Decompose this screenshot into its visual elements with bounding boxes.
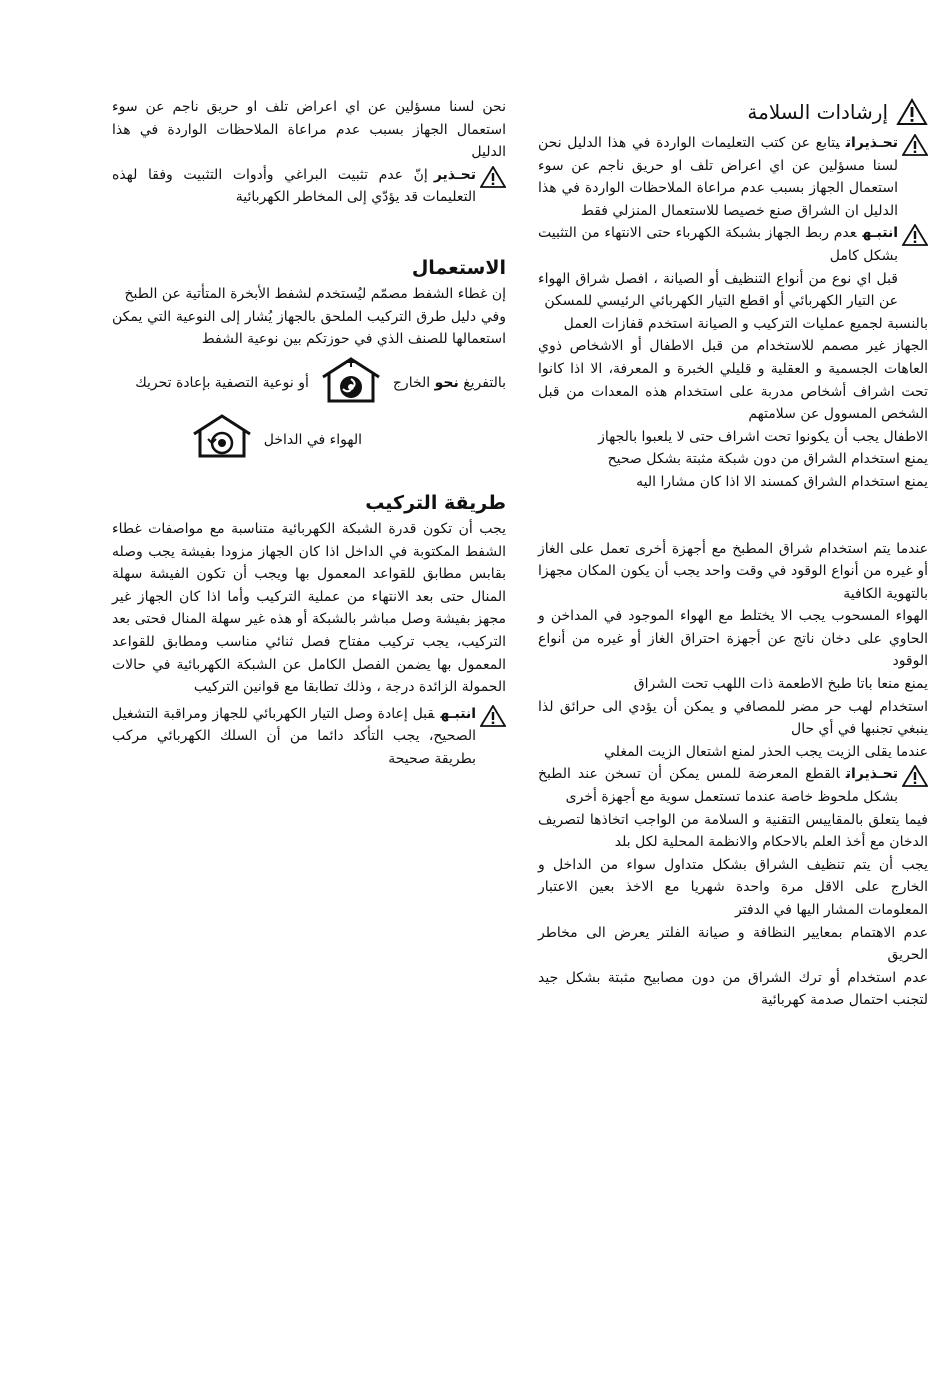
usage-text: إن غطاء الشفط مصمّم ليُستخدم لشفط الأبخرة المتأتية عن الطبخ: [124, 285, 506, 302]
safety-paragraph: عندما يقلى الزيت يجب الحذر لمنع اشتعال الزيت المغلي: [604, 743, 928, 760]
safety-paragraph: الاطفال يجب أن يكونوا تحت اشراف حتى لا يلعبوا بالجهاز: [598, 428, 928, 445]
safety-paragraph: عدم استخدام أو ترك الشراق من دون مصابيح مثبتة بشكل جيد لتجنب احتمال صدمة كهربائية: [538, 969, 928, 1009]
recirculation-mode-text: أو نوعية التصفية بإعادة تحريك: [135, 375, 309, 392]
warning-text: يتابع عن كتب التعليمات الواردة في هذا الدليل نحن لسنا مسؤلين عن اي اعراض تلف او حريق ناجم عن سوء استعمال الجهاز بسبب عدم مراعاة الملاحظات الواردة في هذا الدليل ان الشراق صنع خصيصا للاستعمال المنزلي فقط: [538, 135, 898, 219]
safety-title-row: [538, 96, 928, 128]
extraction-mode-row: [112, 357, 506, 411]
warning-triangle-icon: [902, 134, 928, 156]
caution-keyword: انتبـه: [440, 705, 476, 722]
hot-parts-warning-block: [538, 763, 928, 808]
caution-text: قبل إعادة وصل التيار الكهربائي للجهاز ومراقبة التشغيل الصحيح، يجب التأكد دائما من أن السلك الكهربائي مركب بطريقة صحيحة: [112, 705, 476, 767]
safety-paragraph: الهواء المسحوب يجب الا يختلط مع الهواء الموجود في المداخن و الحاوي على دخان ناتج عن أجهزة احتراق الغاز أو غيره من أنواع الوقود: [538, 608, 928, 670]
caution-text-2: قبل اي نوع من أنواع التنظيف أو الصيانة ، افصل شراق الهواء عن التيار الكهربائي أو اقطع التيار الكهربائي الرئيسي للمسكن: [538, 270, 898, 310]
usage-title: الاستعمال: [411, 256, 506, 279]
warning-keyword: تحـذير: [433, 166, 476, 183]
safety-warning-block: [538, 132, 928, 222]
caution-text: عدم ربط الجهاز بشبكة الكهرباء حتى الانتهاء من التثبيت بشكل كامل: [538, 225, 898, 264]
safety-paragraph: فيما يتعلق بالمقاييس التقنية و السلامة من الواجب اتخاذها لتصريف الدخان مع أخذ العلم بالاحكام والانظمة المحلية لكل بلد: [538, 811, 928, 851]
install-text: يجب أن تكون قدرة الشبكة الكهربائية متناسبة مع مواصفات غطاء الشفط المكتوبة في الداخل اذا كان الجهاز مزودا بفيشة يجب وصله بقابس مطابق للقواعد المعمول بها ويجب أن تكون الفيشة سهلة المنال حتى بعد الانتهاء من عملية التركيب وأما اذا كان الجهاز غير مجهز بفيشة وصل مباشر بالشبكة أو هذه غير سهلة المنال فحتى بعد التركيب، يجب تركيب مفتاح فصل ثنائي مناسب ومطابق للقواعد المعمول بها يضمن الفصل الكامل عن الشبكة الكهربائية في حالات الحمولة الزائدة درجة ، وذلك تطابقا مع قوانين التركيب: [112, 520, 506, 696]
safety-paragraph: بالنسبة لجميع عمليات التركيب و الصيانة استخدم قفازات العمل: [563, 315, 928, 332]
caution-block: [538, 222, 928, 312]
warning-triangle-icon: [902, 224, 928, 246]
caution-keyword: انتبـه: [862, 225, 898, 242]
usage-install-column: [112, 96, 506, 770]
inside-mode-text: الهواء في الداخل: [263, 431, 362, 448]
warning-text: إنّ عدم تثبيت البراغي وأدوات التثبيت وفقا لهذه التعليمات قد يؤدّي إلى المخاطر الكهربائية: [112, 166, 476, 206]
outside-mode-text: بالتفريغ نحو الخارج: [392, 375, 506, 392]
warning-text: القطع المعرضة للمس يمكن أن تسخن عند الطبخ بشكل ملحوظ خاصة عندما تستعمل سوية مع أجهزة أخرى: [538, 766, 898, 806]
warning-triangle-icon: [896, 98, 928, 126]
recirculation-mode-row: [112, 414, 506, 466]
safety-paragraph: عندما يتم استخدام شراق المطبخ مع أجهزة أخرى تعمل على الغاز أو غيره من أنواع الوقود في وقت واحد يجب أن يكون المكان مجهزا بالتهوية الكافية: [538, 540, 928, 602]
warning-triangle-icon: [480, 705, 506, 727]
safety-paragraph: استخدام لهب حر مضر للمصافي و يمكن أن يؤدي الى حرائق لذا ينبغي تجنبها في أي حال: [538, 698, 928, 738]
safety-paragraph: يمنع منعا باتا طبخ الاطعمة ذات اللهب تحت الشراق: [633, 676, 928, 693]
screws-warning-block: [112, 164, 506, 209]
safety-paragraph: الجهاز غير مصمم للاستخدام من قبل الاطفال أو الاشخاص ذوي العاهات الجسمية و العقلية و قليلي الخبرة و المعرفة، الا اذا كانوا تحت اشراف أشخاص مدربة على استخدام هذه المعدات من قبل الشخص المسوول عن سلامتهم: [538, 338, 928, 423]
safety-paragraph: عدم الاهتمام بمعايير النظافة و صيانة الفلتر يعرض الى مخاطر الحريق: [538, 924, 928, 964]
liability-paragraph: نحن لسنا مسؤلين عن اي اعراض تلف او حريق ناجم عن سوء استعمال الجهاز بسبب عدم مراعاة الملاحظات الواردة في هذا الدليل: [112, 99, 506, 161]
usage-text: وفي دليل طرق التركيب الملحق بالجهاز يُشار إلى النوعية التي يمكن استعمالها للصنف الذي في حوزتكم بين نوعية الشفط: [112, 308, 506, 348]
warning-keyword: تحـذيرات: [845, 766, 898, 783]
safety-paragraph: يمنع استخدام الشراق من دون شبكة مثبتة بشكل صحيح: [607, 451, 928, 468]
safety-title: إرشادات السلامة: [747, 100, 888, 124]
ducted-extraction-icon: [319, 357, 383, 411]
recirculation-icon: [190, 414, 254, 466]
warning-triangle-icon: [480, 166, 506, 188]
safety-paragraph: يجب أن يتم تنظيف الشراق بشكل متداول سواء من الداخل و الخارج على الاقل مرة واحدة شهريا مع الاخذ بعين الاعتبار المعلومات المشار اليها في الدفتر: [538, 856, 928, 918]
safety-paragraph: يمنع استخدام الشراق كمسند الا اذا كان مشارا اليه: [636, 473, 928, 490]
install-title: طريقة التركيب: [365, 491, 506, 514]
install-caution-block: [112, 703, 506, 771]
warning-triangle-icon: [902, 765, 928, 787]
safety-column: [538, 96, 928, 1012]
warning-keyword: تحـذيرات: [845, 135, 898, 151]
